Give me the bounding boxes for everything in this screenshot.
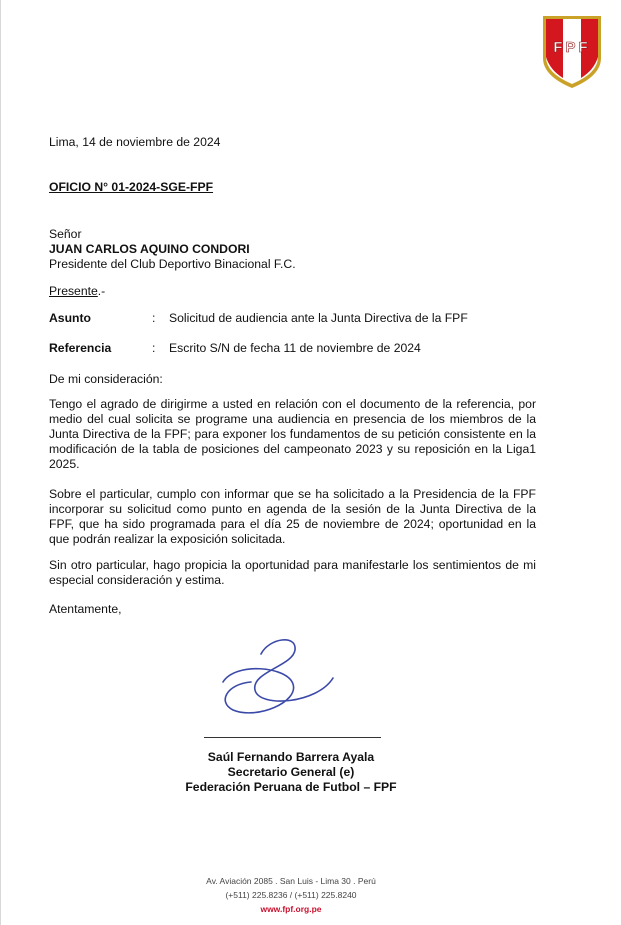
subject-colon: : [152, 311, 156, 325]
footer-address: Av. Aviación 2085 . San Luis - Lima 30 . Perú [206, 876, 376, 886]
signer-title: Secretario General (e) [227, 765, 355, 779]
fpf-crest-logo [541, 14, 603, 90]
reference-label: Referencia [49, 341, 112, 355]
footer-phones: (+511) 225.8236 / (+511) 225.8240 [225, 890, 357, 900]
oficio-number: OFICIO N° 01-2024-SGE-FPF [49, 180, 214, 194]
reference-colon: : [152, 341, 156, 355]
footer-website-link[interactable]: www.fpf.org.pe [260, 904, 322, 914]
presente-suffix: .- [97, 284, 106, 298]
handwritten-signature [221, 632, 341, 722]
letter-date: Lima, 14 de noviembre de 2024 [49, 135, 221, 149]
signer-organization: Federación Peruana de Futbol – FPF [185, 780, 397, 794]
letter-footer [141, 874, 441, 916]
signer-name: Saúl Fernando Barrera Ayala [207, 750, 375, 764]
recipient-position: Presidente del Club Deportivo Binacional F.C. [49, 257, 296, 271]
closing: Atentamente, [49, 602, 122, 616]
recipient-name: JUAN CARLOS AQUINO CONDORI [49, 242, 250, 256]
addressee-block [49, 227, 296, 272]
signature-line [204, 737, 381, 738]
subject-label: Asunto [49, 311, 91, 325]
presente-line [49, 284, 105, 299]
presente-word: Presente [49, 284, 98, 298]
body-paragraph-1: Tengo el agrado de dirigirme a usted en relación con el documento de la referencia, por medio del cual solicita se programe una audiencia en presencia de los miembros de la Junta Directiva de la FPF; para exponer los fundamentos de su petición consistente en la modificación de la tabla de posiciones del campeonato 2023 y su reposición en la Liga1 2025. [49, 397, 536, 471]
subject-value: Solicitud de audiencia ante la Junta Directiva de la FPF [169, 311, 468, 325]
body-paragraph-2: Sobre el particular, cumplo con informar que se ha solicitado a la Presidencia de la FPF incorporar su solicitud como punto en agenda de la sesión de la Junta Directiva de la FPF, que ha sido programada para el día 25 de noviembre de 2024; oportunidad en la que podrán realizar la exposición solicitada. [49, 487, 536, 546]
signer-block [141, 750, 441, 795]
body-paragraph-3: Sin otro particular, hago propicia la oportunidad para manifestarle los sentimientos de mi especial consideración y estima. [49, 558, 536, 587]
greeting: De mi consideración: [49, 372, 163, 386]
salutation-title: Señor [49, 227, 82, 241]
crest-letters: FPF [553, 39, 591, 56]
reference-value: Escrito S/N de fecha 11 de noviembre de 2024 [169, 341, 421, 355]
